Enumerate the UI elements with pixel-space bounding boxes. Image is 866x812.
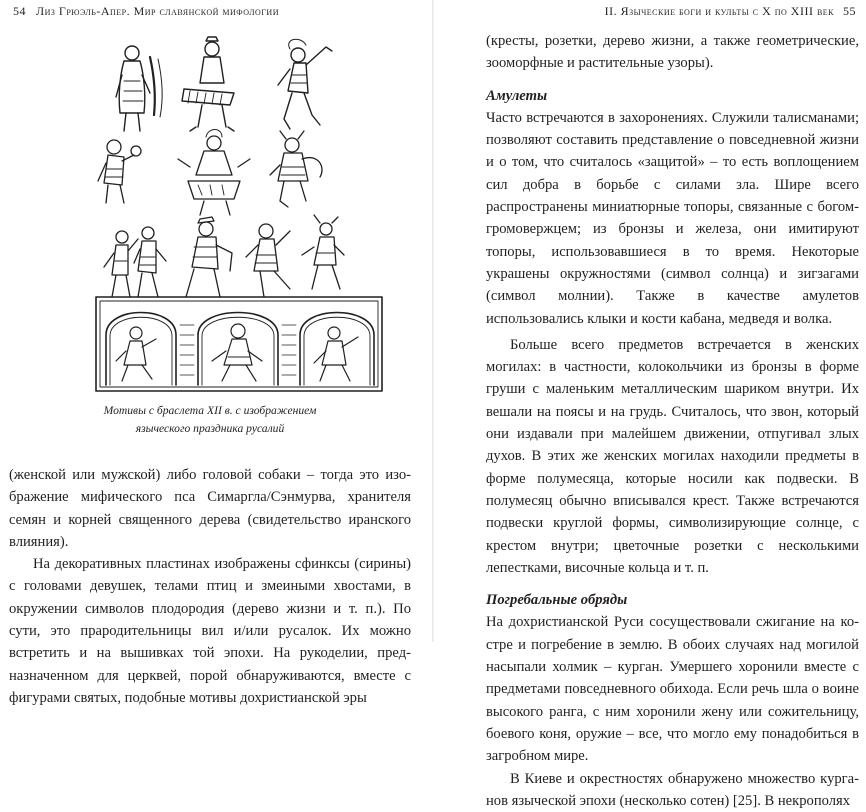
section-heading: Погребальные обряды: [486, 589, 859, 611]
paragraph: В Киеве и окрестностях обнаружено множество курганов языческой эпохи (несколько сотен) [25]. В некрополях: [486, 768, 859, 812]
right-page: [433, 0, 866, 642]
bracelet-figures-row-icon: [104, 215, 344, 297]
running-title-right: II. Языческие боги и культы с X по XIII век: [605, 3, 834, 19]
running-title-left: Лиз Грюэль-Апер. Мир славянской мифологии: [36, 3, 279, 19]
caption-line: языческого праздника русалий: [60, 420, 360, 438]
running-header-left: [0, 3, 433, 19]
running-header-right: [433, 3, 866, 19]
paragraph: На декоративных пластинах изображены сфинксы (сирины) с головами девушек, телами птиц и змеиными хвостами, в окружении символов плодородия (дерево жизни и т. п.). По сути, это прародительницы вил и/или русалок. Их можно встретить и на вышивках той эпохи. На рукоделии, предназначенном для церквей, порой обнаруживаются, вместе с фигурами святых, подобные мотивы дохристианской эры: [9, 553, 411, 709]
section-heading: Амулеты: [486, 85, 859, 107]
paragraph: (женской или мужской) либо головой собаки – тогда это изображение мифического пса Симаргла/Сэнмурва, хранителя семян и корней священного дерева (свидетельство иранского влияния).: [9, 464, 411, 553]
paragraph: Часто встречаются в захоронениях. Служили талисманами; позволяют составить представление о повседневной жизни и о том, что считалось «защитой» – то есть воплощением сил добра в борьбе с силами зла. Шире всего распространены миниатюрные топоры, связанные с богом-громовержцем; из бронзы и железа, они имитируют топоры, использовавшиеся в то время. Некоторые украшены окружностями (символ солнца) и зигзагами (символ молнии). Также в качестве амулетов использовались клыки и кости кабана, медведя и волка.: [486, 107, 859, 330]
bracelet-figures-row-icon: [116, 37, 332, 131]
figure-caption: [60, 402, 360, 438]
bracelet-illustration: [94, 35, 384, 395]
paragraph: На дохристианской Руси сосуществовали сжигание на костре и погребение в землю. В обоих случаях над могилой насыпали холмик – курган. Умершего хоронили вместе с предметами повседневного обихода. Если речь шла о воине высокого ранга, с ним хоронили жену или сожительницу, боевого коня, оружие – все, что могло ему понадобиться в загробном мире.: [486, 611, 859, 767]
right-body-text: [486, 30, 859, 812]
page-number-left: 54: [13, 3, 26, 19]
page-number-right: 55: [843, 3, 856, 19]
paragraph: (кресты, розетки, дерево жизни, а также геометрические, зооморфные и растительные узоры).: [486, 30, 859, 75]
left-page: [0, 0, 433, 642]
left-body-text: [9, 464, 411, 709]
bracelet-arches-panel-icon: [96, 297, 382, 391]
bracelet-figures-row-icon: [98, 130, 322, 216]
caption-line: Мотивы с браслета XII в. с изображением: [60, 402, 360, 420]
paragraph: Больше всего предметов встречается в женских могилах: в частности, колокольчики из бронзы в форме груши с маленьким металлическим шариком внутри. Их вешали на поясы и на грудь. Считалось, что звон, который они издавали при малейшем движении, отпугивал злых духов. В этих же женских могилах находили предметы в форме полумесяца, которые носили как подвески. В полумесяц обычно вписывался крест. Также встречаются подвески круглой формы, символизирующие солнце, с крестом внутри; цветочные розетки с несколькими лепестками, височные кольца и т. п.: [486, 334, 859, 579]
